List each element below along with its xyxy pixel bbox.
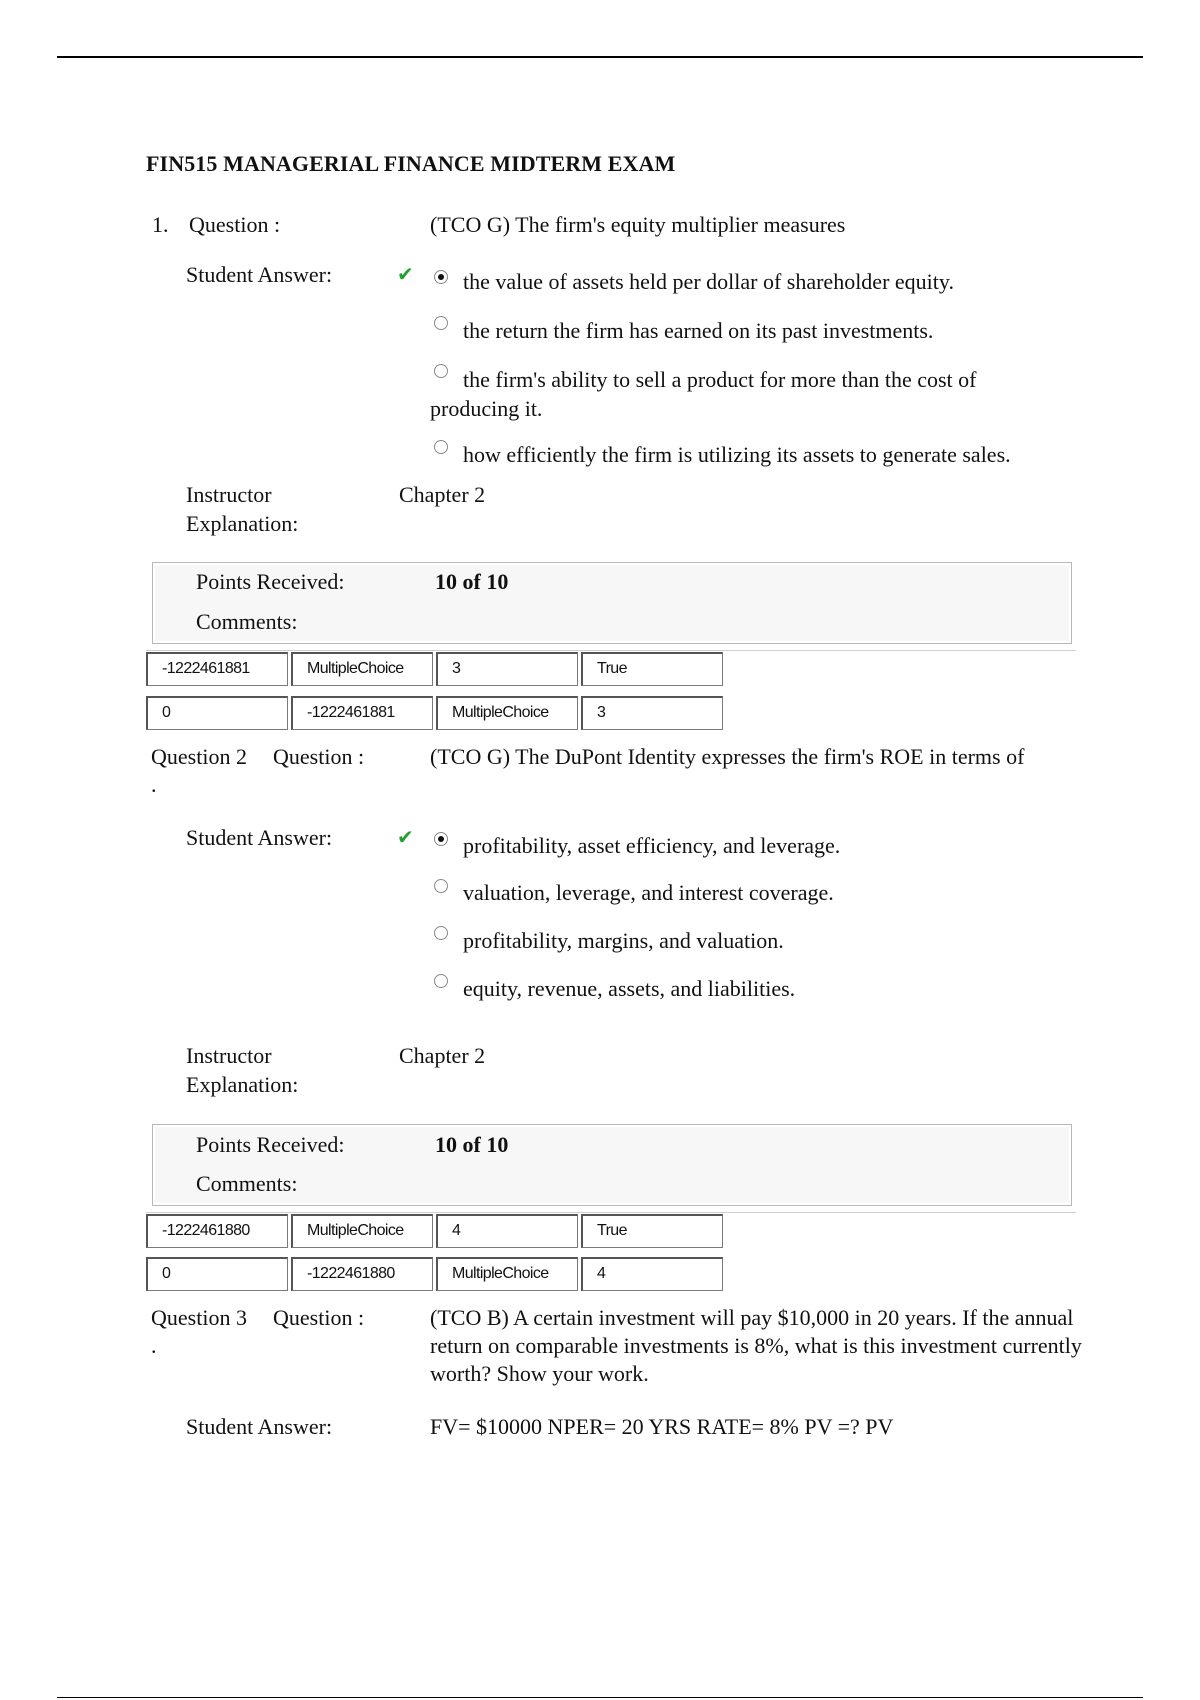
answer-option-1: the value of assets held per dollar of shareholder equity. — [463, 269, 954, 294]
question-text: (TCO B) A certain investment will pay $10,000 in 20 years. If the annual return on comparable investments is 8%, what is this investment currently worth? Show your work. — [430, 1305, 1082, 1386]
data-cell: 3 — [436, 652, 578, 686]
data-cell: 0 — [146, 696, 288, 730]
comments-label: Comments: — [196, 1171, 298, 1196]
points-received-value: 10 of 10 — [435, 569, 509, 594]
points-received-value: 10 of 10 — [435, 1132, 509, 1157]
bottom-rule — [57, 1697, 1143, 1698]
student-answer-label: Student Answer: — [186, 262, 333, 287]
data-cell: True — [581, 1214, 723, 1248]
question-text: (TCO G) The firm's equity multiplier measures — [430, 212, 846, 237]
data-cell: -1222461881 — [291, 696, 433, 730]
question-text: (TCO G) The DuPont Identity expresses the firm's ROE in terms of — [430, 744, 1025, 769]
answer-option-4: how efficiently the firm is utilizing its assets to generate sales. — [463, 442, 1011, 467]
answer-option-4: equity, revenue, assets, and liabilities. — [463, 976, 796, 1001]
answer-option-2: the return the firm has earned on its past investments. — [463, 318, 934, 343]
student-answer-label: Student Answer: — [186, 825, 333, 850]
points-received-label: Points Received: — [196, 1132, 345, 1157]
instructor-label: Instructor — [186, 482, 272, 507]
points-box — [152, 562, 1072, 644]
data-cell: 3 — [581, 696, 723, 730]
data-cell: -1222461880 — [291, 1257, 433, 1291]
explanation-label: Explanation: — [186, 1072, 299, 1097]
top-rule — [57, 56, 1143, 58]
radio-option-3[interactable] — [434, 364, 448, 378]
separator — [146, 650, 1076, 651]
data-cell: MultipleChoice — [291, 652, 433, 686]
radio-option-1[interactable] — [434, 270, 448, 284]
question-label: Question : — [189, 212, 281, 237]
data-cell: MultipleChoice — [436, 696, 578, 730]
radio-option-2[interactable] — [434, 879, 448, 893]
student-answer-label: Student Answer: — [186, 1414, 333, 1439]
data-cell: -1222461880 — [146, 1214, 288, 1248]
page-title: FIN515 MANAGERIAL FINANCE MIDTERM EXAM — [146, 151, 676, 176]
correct-check-icon: ✔ — [397, 825, 414, 849]
answer-option-3-continued: producing it. — [430, 396, 543, 421]
points-box — [152, 1124, 1072, 1206]
data-cell: -1222461881 — [146, 652, 288, 686]
data-cell: 0 — [146, 1257, 288, 1291]
correct-check-icon: ✔ — [397, 262, 414, 286]
radio-option-3[interactable] — [434, 926, 448, 940]
explanation-label: Explanation: — [186, 511, 299, 536]
radio-option-4[interactable] — [434, 974, 448, 988]
comments-label: Comments: — [196, 609, 298, 634]
answer-option-3: profitability, margins, and valuation. — [463, 928, 784, 953]
data-cell: MultipleChoice — [291, 1214, 433, 1248]
instructor-label: Instructor — [186, 1043, 272, 1068]
answer-option-2: valuation, leverage, and interest coverage. — [463, 880, 834, 905]
data-cell: 4 — [581, 1257, 723, 1291]
answer-option-1: profitability, asset efficiency, and leverage. — [463, 833, 841, 858]
student-answer-text: FV= $10000 NPER= 20 YRS RATE= 8% PV =? PV — [430, 1414, 894, 1439]
question-label: Question : — [273, 744, 365, 769]
points-received-label: Points Received: — [196, 569, 345, 594]
answer-option-3: the firm's ability to sell a product for more than the cost of — [463, 367, 977, 392]
explanation-text: Chapter 2 — [399, 1043, 486, 1068]
explanation-text: Chapter 2 — [399, 482, 486, 507]
question-number: Question 2 — [151, 744, 247, 769]
question-number-dot: . — [151, 1333, 157, 1358]
radio-option-2[interactable] — [434, 316, 448, 330]
question-number: 1. — [152, 212, 169, 237]
data-cell: 4 — [436, 1214, 578, 1248]
question-number: Question 3 — [151, 1305, 247, 1330]
data-cell: MultipleChoice — [436, 1257, 578, 1291]
question-label: Question : — [273, 1305, 365, 1330]
data-cell: True — [581, 652, 723, 686]
separator — [146, 1212, 1076, 1213]
radio-option-1[interactable] — [434, 832, 448, 846]
radio-option-4[interactable] — [434, 440, 448, 454]
question-number-dot: . — [151, 772, 157, 797]
